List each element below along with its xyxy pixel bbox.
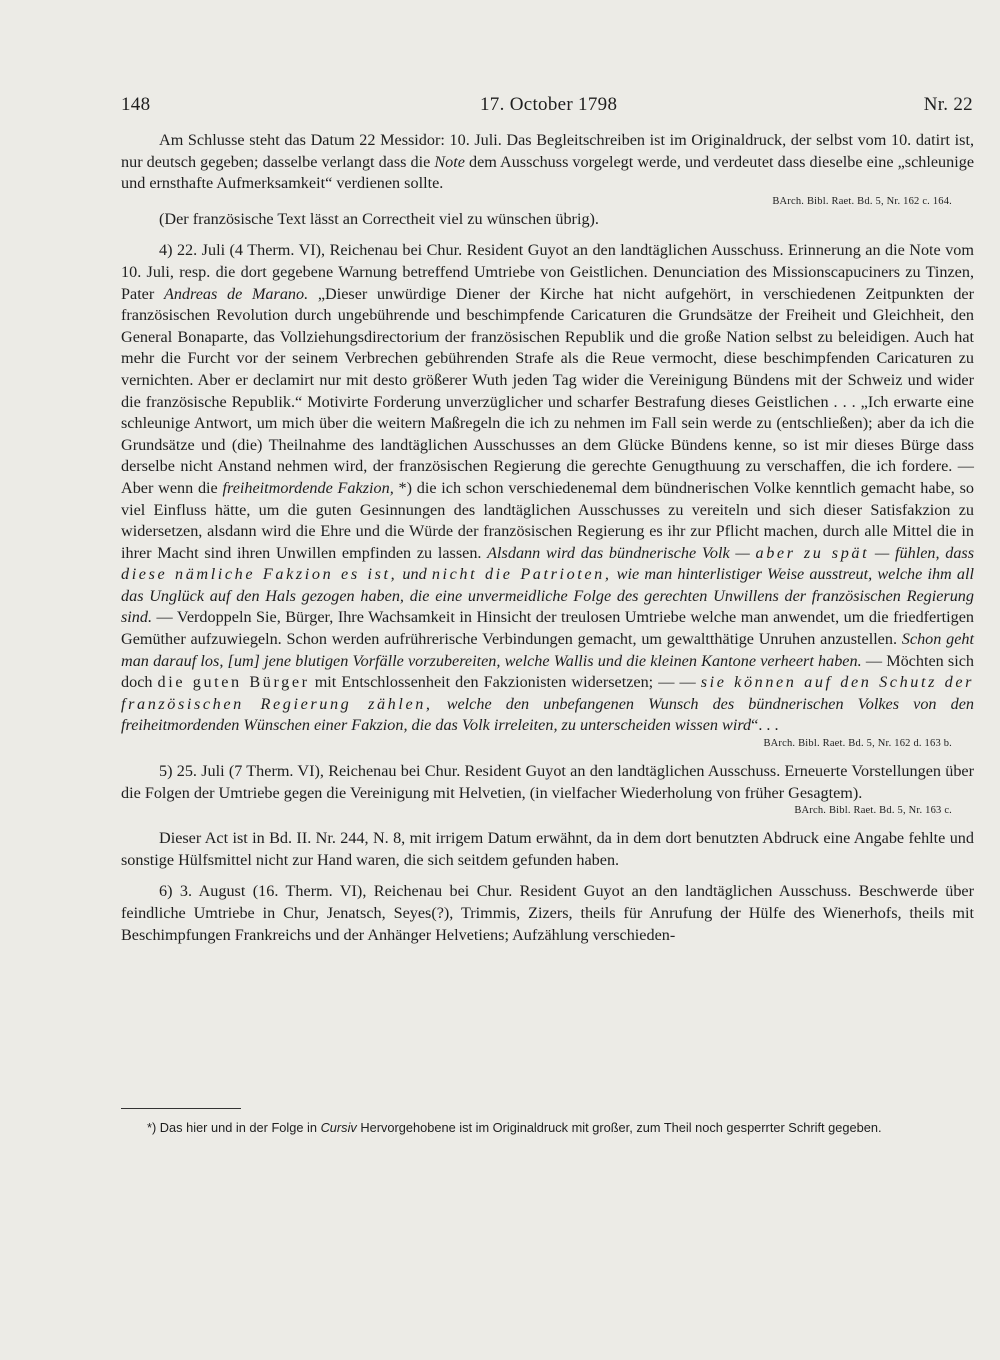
archive-reference: BArch. Bibl. Raet. Bd. 5, Nr. 163 c.	[794, 805, 952, 817]
entry-6: 6) 3. August (16. Therm. VI), Reichenau bei Chur. Resident Guyot an den landtäglichen Ausschuss. Beschwerde über feindliche Umtriebe in Chur, Jenatsch, Seyes(?), Trimmis, Zizers, theils für Anrufung der Hülfe des Wienerhofs, theils mit Beschimpfungen Frankreichs und der Anhänger Helvetiens; Aufzählung verschieden-	[121, 882, 974, 944]
page-number: 148	[121, 94, 151, 115]
paragraph-closing-note: Am Schlusse steht das Datum 22 Messidor: 10. Juli. Das Begleitschreiben ist im Originaldruck, der selbst vom 10. datirt ist, nur deutsch gegeben; dasselbe verlangt dass die Note dem Ausschuss vorgelegt werde, und verdeutet dass dieselbe eine „schleunige und ernsthafte Aufmerksamkeit“ verdienen sollte.	[121, 131, 975, 193]
running-header	[121, 94, 973, 122]
footnote	[121, 1118, 974, 1137]
entry-4: 4) 22. Juli (4 Therm. VI), Reichenau bei Chur. Resident Guyot an den landtäglichen Ausschuss. Erinnerung an die Note vom 10. Juli, resp. die dort gegebene Warnung betreffend Umtriebe von Geistlichen. Denunciation des Missionscapuciners zu Tinzen, Pater Andreas de Marano. „Dieser unwürdige Diener der Kirche hat nicht aufgehört, in verschiedenen Zeitpunkten der französischen Revolution durch ungebührende und beschimpfende Caricaturen die Grundsätze der Freiheit und Gleichheit, den General Bonaparte, das Vollziehungsdirectorium der französischen Republik und die große Nation selbst zu beleidigen. Auch hat mehr die Furcht vor der seinem Verbrechen gebührenden Strafe als die Reue vermocht, diese beschimpfenden Caricaturen zu vernichten. Aber er declamirt nur mit desto größerer Wuth jeden Tag wider die Vereinigung Bündens mit der Schweiz und wider die französische Republik.“ Motivirte Forderung unverzüglicher und scharfer Bestrafung dieses Geistlichen . . . „Ich erwarte eine schleunige Antwort, um mich über die weitern Maßregeln die ich zu nehmen im Fall sein werde zu (entschließen); aber da ich die Grundsätze und (die) Theilnahme des landtäglichen Ausschusses an dem Glücke Bündens kenne, so ist mir dieses Bürge dass derselbe nicht Anstand nehmen wird, der französischen Regierung die gerechte Genugthuung zu verschaffen, die ich fordere. — Aber wenn die freiheitmordende Fakzion, *) die ich schon verschiedenemal dem bündnerischen Volke kenntlich gemacht habe, so viel Einfluss hätte, um die guten Gesinnungen des landtäglichen Ausschusses zu vereiteln und sich dieser Satisfakzion zu widersetzen, alsdann wird die Ehre und die Würde der französischen Regierung es ihr zur Pflicht machen, durch alle Mittel die in ihrer Macht sind ihren Unwillen empfinden zu lassen. Alsdann wird das bündnerische Volk — aber zu spät — fühlen, dass diese nämliche Fakzion es ist, und nicht die Patrioten, wie man hinterlistiger Weise ausstreut, welche ihm all das Unglück auf den Hals gezogen haben, die eine unvermeidliche Folge des gerechten Unwillens der französischen Regierung sind. — Verdoppeln Sie, Bürger, Ihre Wachsamkeit in Hinsicht der treulosen Umtriebe welche man anwendet, um die friedfertigen Gemüther aufzuwiegeln. Schon werden aufrührerische Verbindungen gemacht, um gewaltthätige Unruhen anzustellen. Schon geht man darauf los, [um] jene blutigen Vorfälle vorzubereiten, welche Wallis und die kleinen Kantone verheert haben. — Möchten sich doch die guten Bürger mit Entschlossenheit den Fakzionisten widersetzen; — — sie können auf den Schutz der französischen Regierung zählen, welche den unbefangenen Wunsch des bündnerischen Volkes von den freiheitmordenden Wünschen einer Fakzion, die das Volk irreleiten, zu unterscheiden wissen wird“. . .	[121, 241, 975, 735]
footnote-text: *) Das hier und in der Folge in Cursiv Hervorgehobene ist im Originaldruck mit großer, zum Theil noch gesperrter Schrift gegeben.	[147, 1120, 882, 1135]
document-number: Nr. 22	[923, 94, 973, 115]
header-date: 17. October 1798	[480, 94, 618, 115]
paragraph-remark: (Der französische Text lässt an Correctheit viel zu wünschen übrig).	[159, 209, 599, 228]
archive-reference: BArch. Bibl. Raet. Bd. 5, Nr. 162 d. 163 b.	[763, 738, 952, 750]
main-text	[121, 130, 974, 946]
footnote-divider	[121, 1108, 241, 1109]
paragraph-act-note: Dieser Act ist in Bd. II. Nr. 244, N. 8, mit irrigem Datum erwähnt, da in dem dort benutzten Abdruck eine Angabe fehlte und sonstige Hülfsmittel nicht zur Hand waren, die sich seitdem gefunden haben.	[121, 829, 974, 869]
entry-5: 5) 25. Juli (7 Therm. VI), Reichenau bei Chur. Resident Guyot an den landtäglichen Ausschuss. Erneuerte Vorstellungen über die Folgen der Umtriebe gegen die Vereinigung mit Helvetien, (in vielfacher Wiederholung von früher Gesagtem).	[121, 762, 974, 802]
archive-reference: BArch. Bibl. Raet. Bd. 5, Nr. 162 c. 164.	[772, 195, 952, 207]
